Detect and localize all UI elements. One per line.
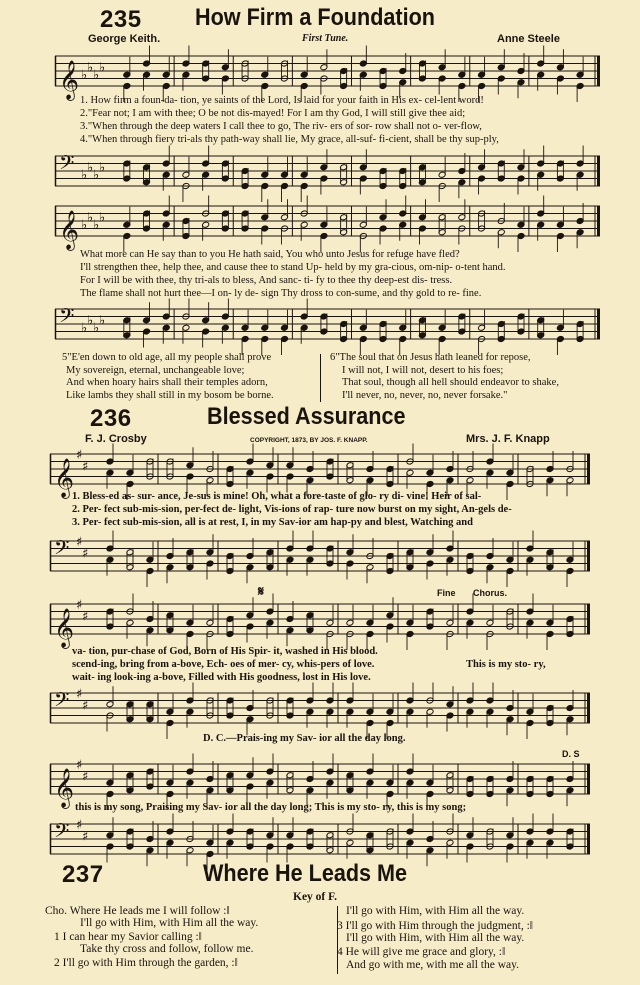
- copyright-236: COPYRIGHT, 1873, BY JOS. F. KNAPP.: [250, 437, 368, 444]
- lyric-line: I'll strengthen thee, help thee, and cause thee to stand Up- held by my gra-cious, om-nip- o-tent hand.: [80, 262, 506, 273]
- treble-staff: [50, 598, 590, 648]
- svg-text:♭: ♭: [87, 210, 94, 226]
- hymn-number-237: 237: [62, 861, 104, 888]
- svg-text:♭: ♭: [81, 67, 88, 83]
- verse-line: 2 I'll go with Him through the garden, :‖: [54, 957, 238, 969]
- svg-text:♭: ♭: [99, 210, 106, 226]
- verse-line: I'll never, no, never, no, never forsake.": [342, 389, 508, 401]
- svg-text:♭: ♭: [99, 313, 106, 329]
- lyric-line: 1. How firm a foun-da- tion, ye saints of the Lord, Is laid for your faith in His ex- cel-lent word!: [80, 95, 484, 106]
- lyric-line: this is my song, Praising my Sav- ior all the day long; This is my sto- ry, this is my song;: [75, 802, 467, 813]
- verse-line: Cho. Where He leads me I will follow :‖: [45, 905, 230, 917]
- svg-text:♭: ♭: [99, 160, 106, 176]
- svg-text:♯: ♯: [76, 598, 83, 613]
- verse-line: I'll go with Him, with Him all the way.: [346, 905, 525, 917]
- lyric-line: wait- ing look-ing a-bove, Filled with His goodness, lost in His love.: [72, 672, 371, 683]
- hymn-number-236: 236: [90, 405, 132, 432]
- lyric-line: 2."Fear not; I am with thee; O be not dis-mayed! For I am thy God, I will still give thee aid;: [80, 108, 466, 119]
- key-label: Key of F.: [293, 891, 337, 903]
- svg-text:♭: ♭: [81, 217, 88, 233]
- svg-text:♭: ♭: [93, 167, 100, 183]
- svg-text:♭: ♭: [81, 320, 88, 336]
- tune-label-235: First Tune.: [302, 33, 349, 44]
- hymn-title-235: How Firm a Foundation: [195, 4, 435, 31]
- lyric-line: 4."When through fiery tri-als thy path-way shall lie, My grace, all-suf- fi-cient, shall be thy sup-ply,: [80, 134, 499, 145]
- ds-label: D. S: [562, 749, 580, 759]
- composer-235: Anne Steele: [497, 33, 560, 45]
- author-235: George Keith.: [88, 33, 161, 45]
- hymn-number-235: 235: [100, 6, 142, 33]
- svg-text:♭: ♭: [87, 60, 94, 76]
- svg-text:♭: ♭: [99, 60, 106, 76]
- verse-line: 5"E'en down to old age, all my people shall prove: [62, 352, 272, 363]
- lyric-line: va- tion, pur-chase of God, Born of His Spir- it, washed in His blood.: [72, 646, 378, 657]
- verse-5: [62, 352, 274, 402]
- lyric-line: scend-ing, bring from a-bove, Ech- oes of mer- cy, whis-pers of love.: [72, 659, 375, 670]
- svg-text:♭: ♭: [87, 313, 94, 329]
- treble-staff: [55, 50, 600, 100]
- svg-text:𝄢: 𝄢: [54, 688, 70, 716]
- dc-line: D. C.—Prais-ing my Sav- ior all the day long.: [203, 733, 406, 744]
- lyric-line: For I will be with thee, thy tri-als to bless, And sanc- ti- fy to thee thy deep-est dis- tress.: [80, 275, 453, 286]
- hymn-title-237: Where He Leads Me: [203, 860, 408, 887]
- verse-line: And when hoary hairs shall their temples adorn,: [66, 377, 268, 388]
- bass-staff: [50, 687, 590, 731]
- lyric-line: 3. Per- fect sub-mis-sion, all is at rest, I, in my Sav-ior am hap-py and blest, Watching and: [72, 517, 473, 528]
- verse-line: I will not, I will not, desert to his foes;: [342, 364, 504, 376]
- verse-line: 1 I can hear my Savior calling :‖: [54, 931, 202, 943]
- chorus-lyric: This is my sto- ry,: [466, 659, 546, 670]
- lyric-line: 2. Per- fect sub-mis-sion, per-fect de- light, Vis-ions of rap- ture now burst on my sight, An-gels de-: [72, 504, 512, 515]
- svg-text:𝄢: 𝄢: [59, 151, 75, 179]
- lyric-line: The flame shall not hurt thee—I on- ly de- sign Thy dross to con-sume, and thy gold to re- fine.: [80, 288, 482, 299]
- svg-text:♭: ♭: [93, 320, 100, 336]
- svg-text:♯: ♯: [76, 758, 83, 773]
- svg-text:♯: ♯: [82, 698, 89, 714]
- verse-line: I'll go with Him, with Him all the way.: [80, 917, 259, 929]
- segno-sign: 𝄋: [258, 583, 265, 599]
- verse-line: 3 I'll go with Him through the judgment, :‖: [337, 920, 533, 932]
- verse-line: That soul, though all hell should endeavor to shake,: [342, 377, 559, 388]
- hymn-title-236: Blessed Assurance: [207, 403, 406, 430]
- verse-line: 4 He will give me grace and glory, :‖: [337, 946, 506, 958]
- verse-line: My sovereign, eternal, unchangeable love;: [66, 364, 245, 376]
- svg-text:𝄞: 𝄞: [54, 768, 75, 808]
- verse-line: Like lambs they shall still in my bosom be borne.: [66, 389, 274, 401]
- lyric-line: 3."When through the deep waters I call thee to go, The riv- ers of sor- row shall not o- ver-flow,: [80, 121, 482, 132]
- svg-text:♯: ♯: [82, 459, 89, 475]
- bass-staff: [50, 818, 590, 858]
- svg-text:𝄢: 𝄢: [54, 819, 70, 847]
- svg-text:♯: ♯: [76, 448, 83, 463]
- chorus-label: Chorus.: [473, 588, 508, 598]
- svg-text:♯: ♯: [82, 769, 89, 785]
- svg-text:♭: ♭: [87, 160, 94, 176]
- verse-divider: [320, 354, 321, 402]
- lyric-line: 1. Bless-ed as- sur- ance, Je-sus is mine! Oh, what a fore-taste of glo- ry di- vine! Heir of sal-: [72, 491, 482, 502]
- verse-line: 6"The soul that on Jesus hath leaned for repose,: [330, 352, 531, 363]
- column-divider: [337, 906, 338, 974]
- svg-text:♯: ♯: [76, 687, 83, 702]
- verse-line: I'll go with Him, with Him all the way.: [346, 932, 525, 944]
- composer-236: Mrs. J. F. Knapp: [466, 433, 550, 445]
- verse-line: And go with me, with me all the way.: [346, 959, 519, 971]
- svg-text:♯: ♯: [76, 535, 83, 550]
- lyric-line: What more can He say than to you He hath said, You who unto Jesus for refuge have fled?: [80, 249, 460, 260]
- bass-staff: [50, 535, 590, 579]
- svg-text:♯: ♯: [82, 829, 89, 845]
- treble-staff: [55, 200, 600, 250]
- svg-text:𝄢: 𝄢: [59, 304, 75, 332]
- svg-text:𝄞: 𝄞: [59, 210, 80, 250]
- svg-text:♭: ♭: [81, 167, 88, 183]
- svg-text:𝄞: 𝄞: [54, 608, 75, 648]
- svg-text:♯: ♯: [82, 609, 89, 625]
- svg-text:♭: ♭: [93, 67, 100, 83]
- verse-line: Take thy cross and follow, follow me.: [80, 943, 254, 955]
- svg-text:𝄞: 𝄞: [54, 458, 75, 498]
- svg-text:♭: ♭: [93, 217, 100, 233]
- author-236: F. J. Crosby: [85, 433, 147, 445]
- bass-staff: [55, 150, 600, 194]
- svg-text:♯: ♯: [82, 546, 89, 562]
- fine-label: Fine: [437, 588, 456, 598]
- svg-text:♯: ♯: [76, 818, 83, 833]
- svg-text:𝄢: 𝄢: [54, 536, 70, 564]
- bass-staff: [55, 303, 600, 347]
- verse-6: [330, 352, 559, 402]
- svg-text:𝄞: 𝄞: [59, 60, 80, 100]
